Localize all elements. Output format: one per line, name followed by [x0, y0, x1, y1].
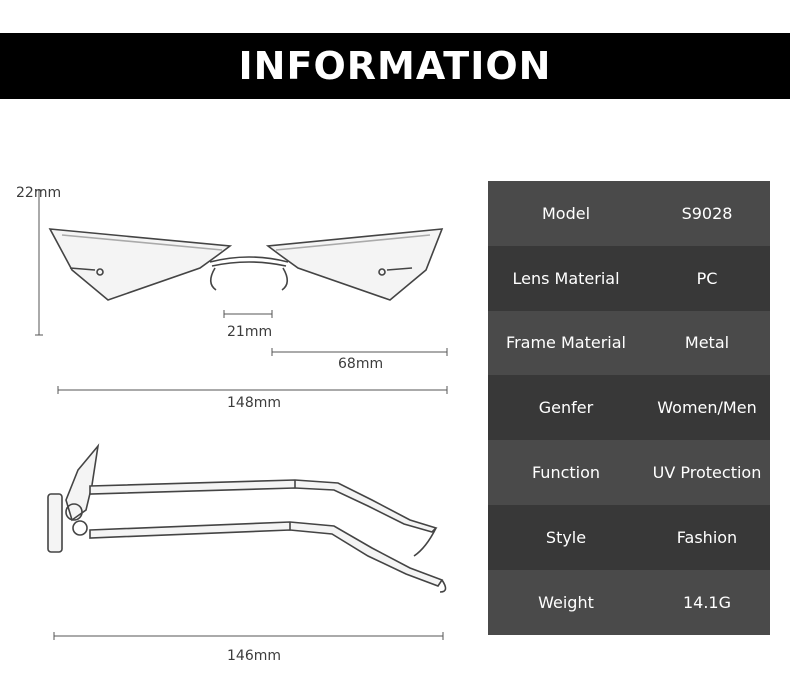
total-width-dimension-line [58, 386, 447, 394]
temple-length-label: 146mm [227, 648, 281, 664]
spec-row-function [488, 440, 770, 505]
bridge-label: 21mm [227, 324, 273, 340]
spec-value: PC [696, 268, 718, 288]
height-label: 22mm [16, 185, 62, 201]
lens-width-label: 68mm [338, 356, 384, 372]
spec-value: UV Protection [652, 463, 762, 483]
spec-table [488, 181, 770, 635]
spec-label: Genfer [538, 398, 594, 418]
height-dimension-line [35, 190, 43, 335]
spec-row-model [488, 181, 770, 246]
spec-label: Model [541, 203, 591, 223]
bridge-dimension-line [224, 310, 272, 318]
glasses-side-view [48, 446, 446, 592]
page-title: INFORMATION [238, 44, 552, 88]
spec-row-lens-material [488, 246, 770, 311]
spec-value: Fashion [676, 527, 738, 547]
spec-value: S9028 [681, 203, 733, 223]
spec-label: Lens Material [512, 268, 620, 288]
spec-label: Weight [538, 592, 594, 612]
spec-value: 14.1G [682, 592, 732, 612]
lens-width-dimension-line [272, 348, 447, 356]
glasses-front-view [50, 229, 442, 300]
spec-row-gender [488, 375, 770, 440]
spec-label: Style [545, 527, 587, 547]
spec-value: Women/Men [657, 398, 757, 418]
spec-label: Frame Material [506, 333, 626, 353]
temple-length-dimension-line [54, 632, 443, 640]
spec-value: Metal [684, 333, 730, 353]
spec-row-weight [488, 570, 770, 635]
spec-label: Function [531, 463, 601, 483]
spec-row-frame-material [488, 311, 770, 376]
total-width-label: 148mm [227, 395, 281, 411]
spec-row-style [488, 505, 770, 570]
